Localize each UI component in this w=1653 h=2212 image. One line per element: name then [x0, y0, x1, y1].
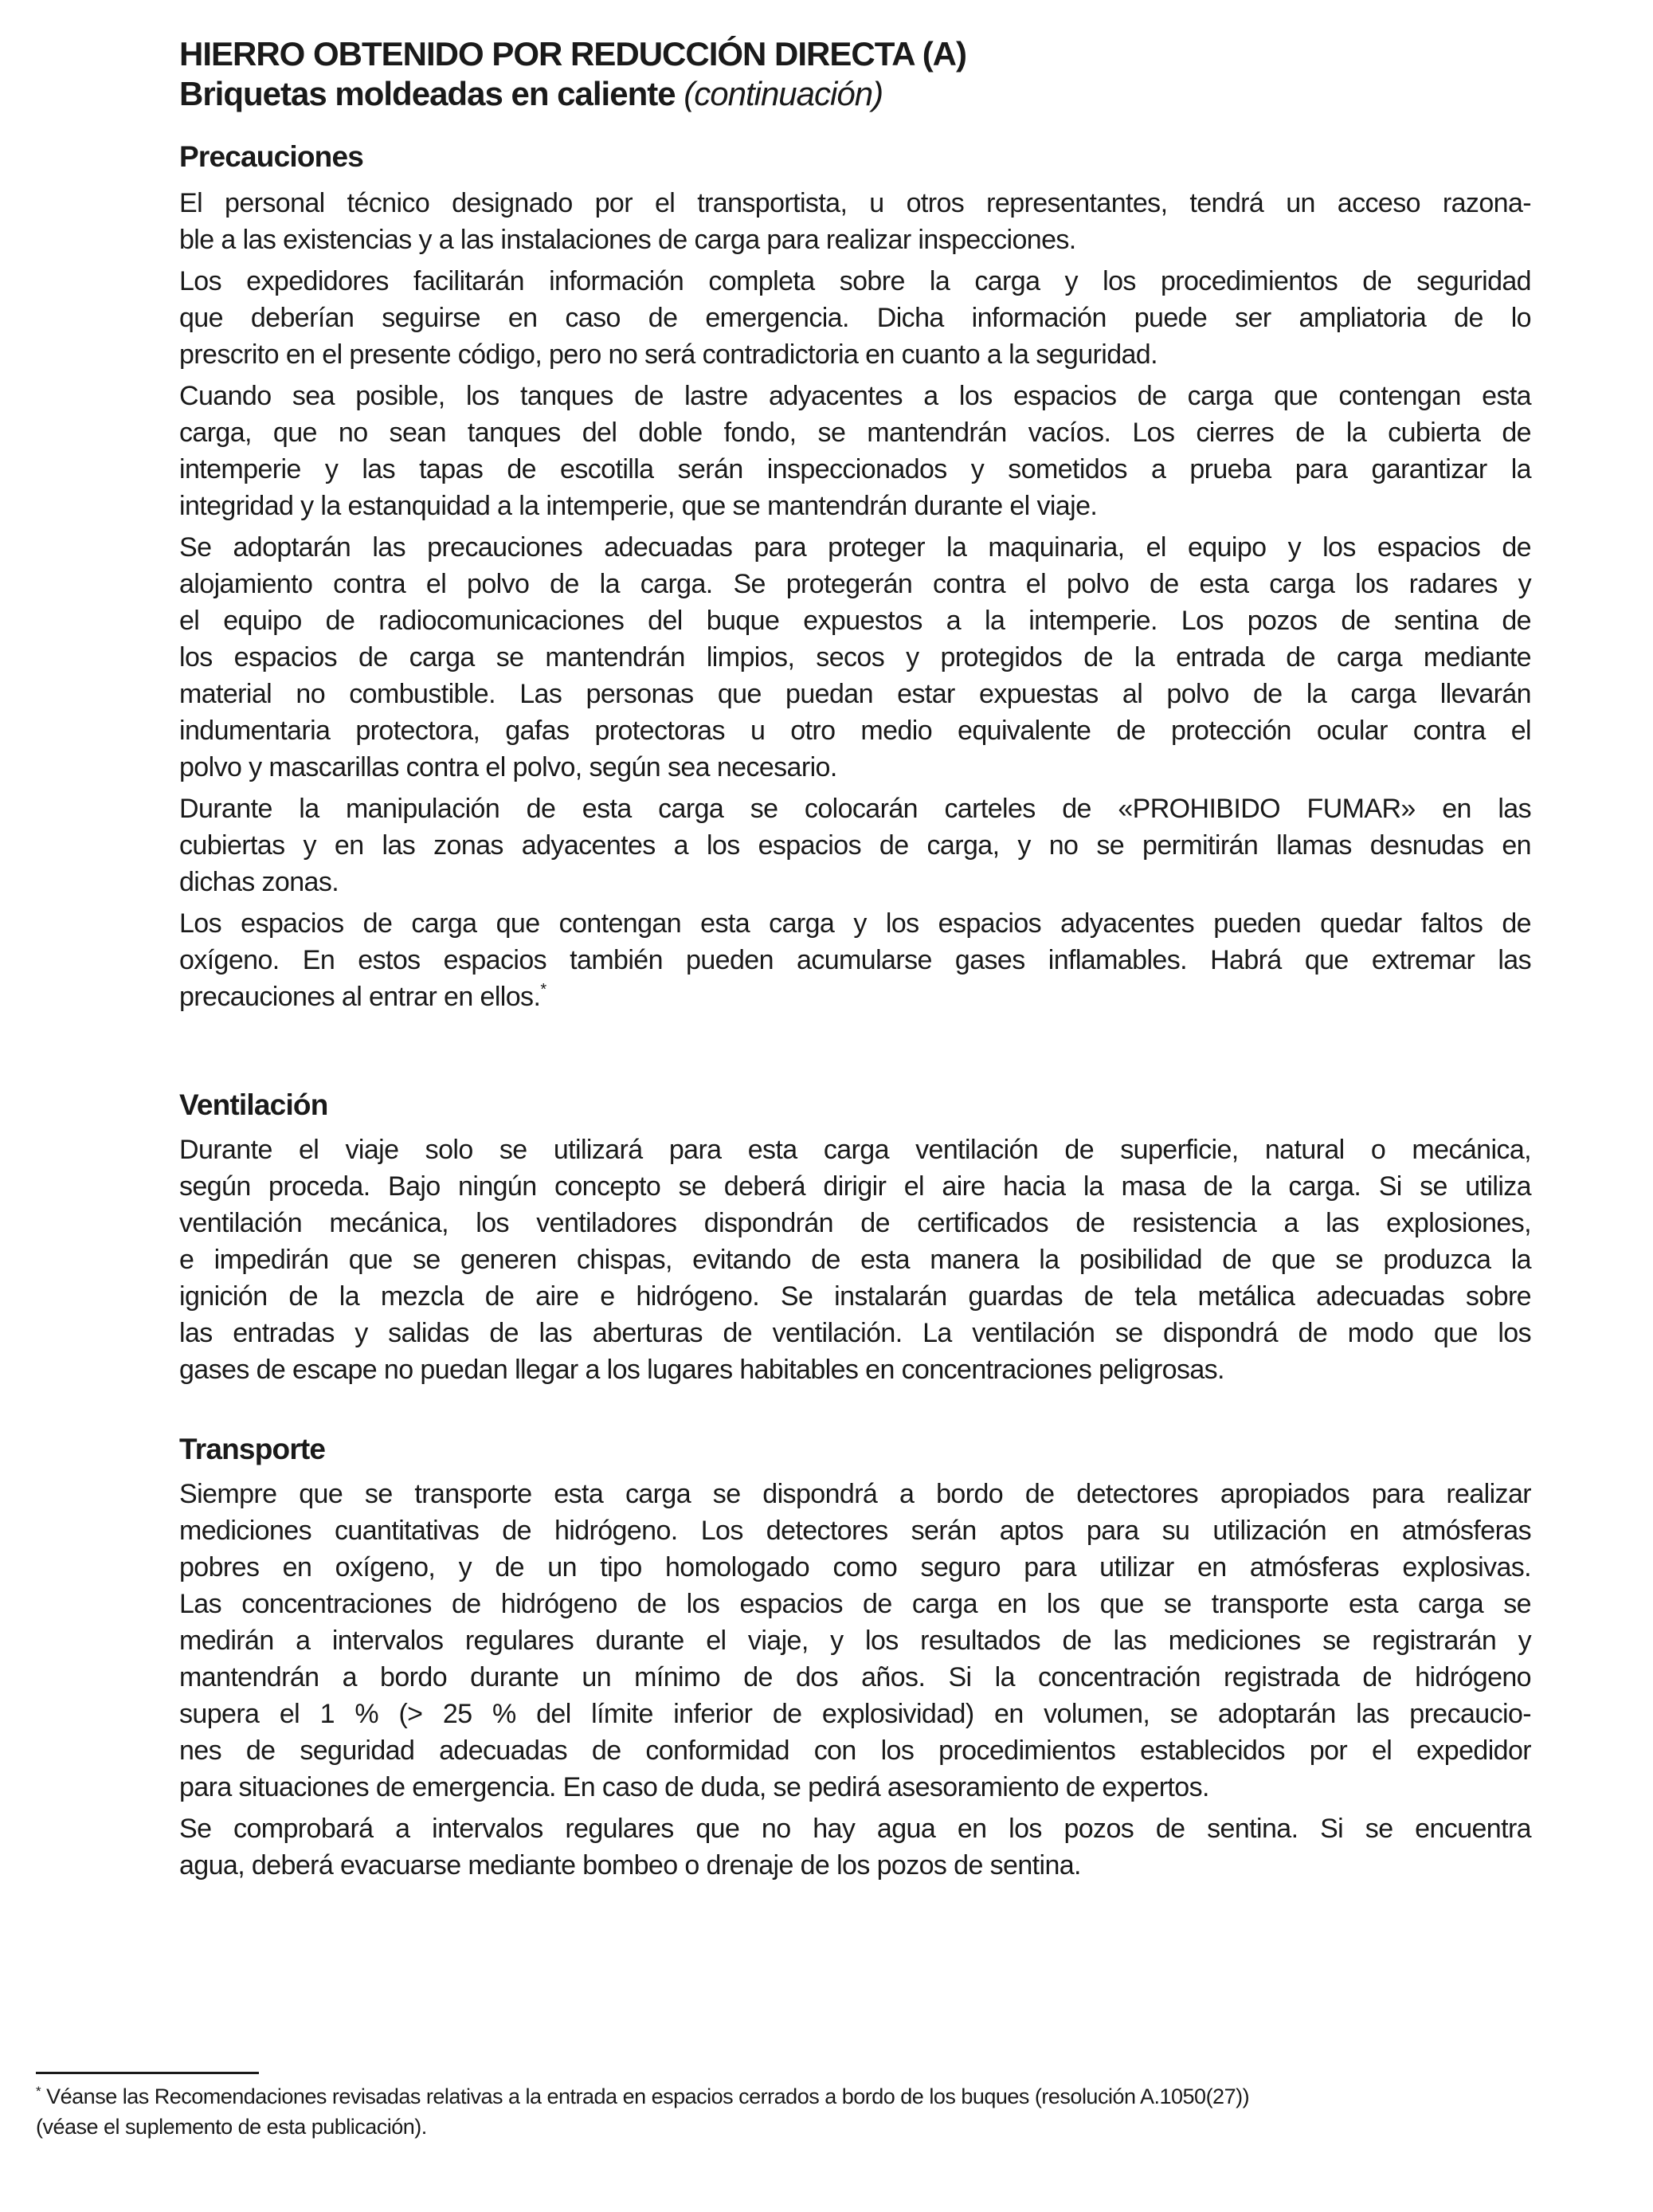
- text-line: ventilación mecánica, los ventiladores dispondrán de certificados de resistencia a las explosiones,: [179, 1208, 1531, 1238]
- paragraph: [179, 529, 1531, 786]
- text-line: [179, 979, 1531, 1015]
- text-line: cubiertas y en las zonas adyacentes a los espacios de carga, y no se permitirán llamas desnudas en: [179, 830, 1531, 861]
- text-line: dichas zonas.: [179, 867, 339, 897]
- text-line: las entradas y salidas de las aberturas de ventilación. La ventilación se dispondrá de modo que los: [179, 1318, 1531, 1348]
- text-line: Los expedidores facilitarán información completa sobre la carga y los procedimientos de seguridad: [179, 266, 1531, 296]
- text-line: prescrito en el presente código, pero no será contradictoria en cuanto a la seguridad.: [179, 339, 1157, 370]
- text-line: mantendrán a bordo durante un mínimo de dos años. Si la concentración registrada de hidrógeno: [179, 1662, 1531, 1692]
- text-line: gases de escape no puedan llegar a los lugares habitables en concentraciones peligrosas.: [179, 1355, 1224, 1385]
- text-line: indumentaria protectora, gafas protectoras u otro medio equivalente de protección ocular contra el: [179, 716, 1531, 746]
- paragraph: [179, 185, 1531, 258]
- text-line-content: precauciones al entrar en ellos.: [179, 982, 541, 1012]
- text-line: Las concentraciones de hidrógeno de los espacios de carga en los que se transporte esta carga se: [179, 1589, 1531, 1619]
- text-line: oxígeno. En estos espacios también pueden acumularse gases inflamables. Habrá que extremar las: [179, 945, 1531, 975]
- text-line: intemperie y las tapas de escotilla serán inspeccionados y sometidos a prueba para garantizar la: [179, 454, 1531, 484]
- text-line: Durante la manipulación de esta carga se colocarán carteles de «PROHIBIDO FUMAR» en las: [179, 794, 1531, 824]
- paragraph: [179, 905, 1531, 1015]
- text-line: El personal técnico designado por el transportista, u otros representantes, tendrá un acceso razona-: [179, 188, 1531, 218]
- paragraph: [179, 378, 1531, 524]
- footnote-line: (véase el suplemento de esta publicación).: [36, 2115, 427, 2139]
- page-title: HIERRO OBTENIDO POR REDUCCIÓN DIRECTA (A): [179, 35, 966, 73]
- subtitle-continuation-note: (continuación): [684, 75, 883, 112]
- footnote-line: [36, 2081, 1534, 2112]
- text-line: pobres en oxígeno, y de un tipo homologado como seguro para utilizar en atmósferas explosivas.: [179, 1552, 1531, 1583]
- text-line: nes de seguridad adecuadas de conformidad con los procedimientos establecidos por el expedidor: [179, 1735, 1531, 1766]
- text-line: agua, deberá evacuarse mediante bombeo o drenaje de los pozos de sentina.: [179, 1850, 1081, 1881]
- section-body-transporte: [179, 1476, 1531, 1884]
- text-line: Siempre que se transporte esta carga se dispondrá a bordo de detectores apropiados para realizar: [179, 1479, 1531, 1509]
- text-line: Se comprobará a intervalos regulares que no hay agua en los pozos de sentina. Si se encuentra: [179, 1814, 1531, 1844]
- text-line: Se adoptarán las precauciones adecuadas para proteger la maquinaria, el equipo y los espacios de: [179, 532, 1531, 563]
- paragraph: [179, 1131, 1531, 1388]
- text-line: integridad y la estanquidad a la intemperie, que se mantendrán durante el viaje.: [179, 491, 1098, 521]
- paragraph: [179, 1810, 1531, 1884]
- paragraph: [179, 790, 1531, 900]
- paragraph: [179, 1476, 1531, 1806]
- text-line: polvo y mascarillas contra el polvo, según sea necesario.: [179, 752, 837, 782]
- text-line: Durante el viaje solo se utilizará para esta carga ventilación de superficie, natural o mecánica,: [179, 1135, 1531, 1165]
- section-heading-precauciones: Precauciones: [179, 140, 364, 173]
- text-line: Cuando sea posible, los tanques de lastre adyacentes a los espacios de carga que contengan esta: [179, 381, 1531, 411]
- footnote-divider: [36, 2072, 259, 2074]
- page-subtitle: [179, 75, 883, 113]
- text-line: según proceda. Bajo ningún concepto se deberá dirigir el aire hacia la masa de la carga. Si se utiliza: [179, 1171, 1531, 1202]
- text-line: Los espacios de carga que contengan esta carga y los espacios adyacentes pueden quedar faltos de: [179, 908, 1531, 939]
- text-line: que deberían seguirse en caso de emergencia. Dicha información puede ser ampliatoria de lo: [179, 303, 1531, 333]
- section-heading-transporte: Transporte: [179, 1433, 326, 1465]
- footnote-marker: *: [36, 2084, 41, 2099]
- text-line: el equipo de radiocomunicaciones del buque expuestos a la intemperie. Los pozos de sentina de: [179, 606, 1531, 636]
- text-line: supera el 1 % (> 25 % del límite inferior de explosividad) en volumen, se adoptarán las precaucio-: [179, 1699, 1531, 1729]
- footnote-reference-marker[interactable]: *: [540, 981, 546, 998]
- footnote: [36, 2081, 1534, 2142]
- text-line: los espacios de carga se mantendrán limpios, secos y protegidos de la entrada de carga mediante: [179, 642, 1531, 673]
- text-line: medirán a intervalos regulares durante el viaje, y los resultados de las mediciones se registrarán y: [179, 1626, 1531, 1656]
- text-line: para situaciones de emergencia. En caso de duda, se pedirá asesoramiento de expertos.: [179, 1772, 1209, 1802]
- section-body-ventilacion: [179, 1131, 1531, 1388]
- text-line: material no combustible. Las personas que puedan estar expuestas al polvo de la carga llevarán: [179, 679, 1531, 709]
- text-line: ignición de la mezcla de aire e hidrógeno. Se instalarán guardas de tela metálica adecuadas sobre: [179, 1281, 1531, 1312]
- text-line: carga, que no sean tanques del doble fondo, se mantendrán vacíos. Los cierres de la cubierta de: [179, 418, 1531, 448]
- section-heading-ventilacion: Ventilación: [179, 1088, 328, 1121]
- footnote-text: Véanse las Recomendaciones revisadas relativas a la entrada en espacios cerrados a bordo de los buques (resolución A.1050(27)): [46, 2085, 1250, 2108]
- text-line: ble a las existencias y a las instalaciones de carga para realizar inspecciones.: [179, 225, 1076, 255]
- text-line: mediciones cuantitativas de hidrógeno. Los detectores serán aptos para su utilización en atmósferas: [179, 1516, 1531, 1546]
- subtitle-text: Briquetas moldeadas en caliente: [179, 75, 676, 112]
- paragraph: [179, 263, 1531, 373]
- text-line: e impedirán que se generen chispas, evitando de esta manera la posibilidad de que se produzca la: [179, 1245, 1531, 1275]
- text-line: alojamiento contra el polvo de la carga. Se protegerán contra el polvo de esta carga los radares y: [179, 569, 1531, 599]
- section-body-precauciones: [179, 185, 1531, 1015]
